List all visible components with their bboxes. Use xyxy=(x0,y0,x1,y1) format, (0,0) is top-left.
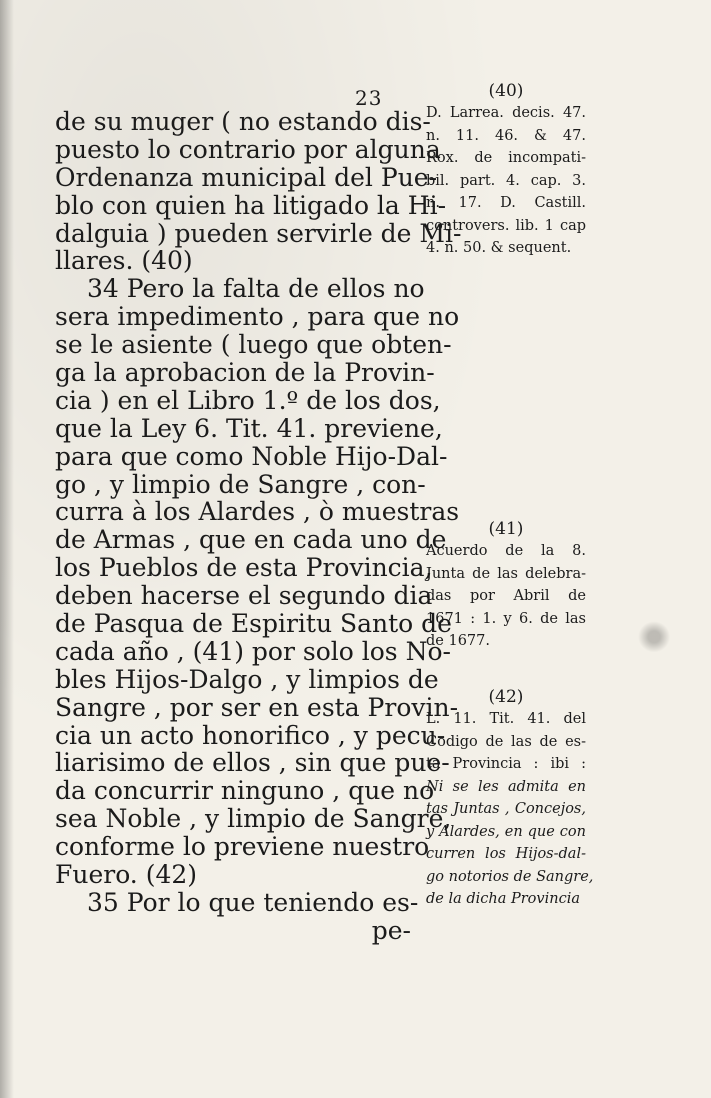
text-line: liarisimo de ellos , sin que pue- xyxy=(55,748,450,778)
margin-note-42 xyxy=(426,686,594,911)
page-number: 23 xyxy=(355,86,383,110)
margin-note-40 xyxy=(426,80,586,260)
note-line: bil. part. 4. cap. 3. xyxy=(426,172,586,189)
text-line: para que como Noble Hijo-Dal- xyxy=(55,441,448,471)
note-mark: (40) xyxy=(488,81,524,101)
note-mark: (41) xyxy=(488,519,524,539)
text-line: Fuero. (42) xyxy=(55,860,198,890)
text-line: bles Hijos-Dalgo , y limpios de xyxy=(55,664,439,694)
text-line: puesto lo contrario por alguna xyxy=(55,134,441,164)
text-line: Sangre , por ser en esta Provin- xyxy=(55,692,459,722)
text-line: se le asiente ( luego que obten- xyxy=(55,330,452,360)
note-quote-line: Ni se les admita en xyxy=(426,778,586,795)
text-line: de Armas , que en cada uno de xyxy=(55,525,447,555)
text-line: que la Ley 6. Tit. 41. previene, xyxy=(55,413,443,443)
note-line: ta Provincia : ibi : xyxy=(426,756,586,772)
note-quote-line: curren los Hijos-dal- xyxy=(426,846,586,862)
text-line: sera impedimento , para que no xyxy=(55,302,460,332)
note-line: 1671 : 1. y 6. de las xyxy=(426,610,586,627)
note-line: 4. n. 50. & sequent. xyxy=(426,240,572,256)
margin-note-41 xyxy=(426,518,586,653)
note-mark: (42) xyxy=(488,687,524,707)
text-line: conforme lo previene nuestro xyxy=(55,832,430,862)
text-line: dalguia ) pueden servirle de Mi- xyxy=(55,218,462,248)
text-line: de Pasqua de Espiritu Santo de xyxy=(55,609,452,639)
note-quote-line: go notorios de Sangre, xyxy=(426,868,594,885)
note-line: n. 11. 46. & 47. xyxy=(426,127,586,144)
note-line: Acuerdo de la 8. xyxy=(426,543,586,559)
text-line: go , y limpio de Sangre , con- xyxy=(55,469,426,499)
note-quote-line: tas Juntas , Concejos, xyxy=(426,801,586,817)
note-line: das por Abril de xyxy=(426,588,586,604)
text-line: los Pueblos de esta Provincia, xyxy=(55,553,433,583)
note-line: de 1677. xyxy=(426,633,490,649)
text-line: cada año , (41) por solo los No- xyxy=(55,636,451,666)
note-line: Codigo de las de es- xyxy=(426,733,586,750)
text-line: Ordenanza municipal del Pue- xyxy=(55,162,438,192)
paragraph-35-start: 35 Por lo que teniendo es- xyxy=(87,887,419,917)
note-line: Junta de las delebra- xyxy=(426,565,586,582)
text-line: cia un acto honorifico , y pecu- xyxy=(55,720,446,750)
note-quote-line: y Alardes, en que con xyxy=(426,823,586,840)
paragraph-34-start: 34 Pero la falta de ellos no xyxy=(87,274,425,304)
text-line: ga la aprobacion de la Provin- xyxy=(55,358,435,388)
text-line: cia ) en el Libro 1.º de los dos, xyxy=(55,385,441,415)
note-line: n. 17. D. Castill. xyxy=(426,195,586,211)
text-line: de su muger ( no estando dis- xyxy=(55,107,431,136)
text-line: sea Noble , y limpio de Sangre, xyxy=(55,804,452,834)
text-line: deben hacerse el segundo dia xyxy=(55,581,433,611)
text-line: da concurrir ninguno , que no xyxy=(55,776,435,806)
note-line: Rox. de incompati- xyxy=(426,150,586,166)
text-line: llares. (40) xyxy=(55,246,193,276)
note-line: L. 11. Tit. 41. del xyxy=(426,711,586,727)
page-gutter-shadow xyxy=(0,0,14,1098)
text-line: blo con quien ha litigado la Hi- xyxy=(55,190,447,220)
note-line: D. Larrea. decis. 47. xyxy=(426,105,586,121)
note-line: controvers. lib. 1 cap xyxy=(426,217,586,234)
catchword: pe- xyxy=(371,915,411,945)
text-line: curra à los Alardes , ò muestras xyxy=(55,497,460,527)
note-quote-line: de la dicha Provincia xyxy=(426,891,580,907)
